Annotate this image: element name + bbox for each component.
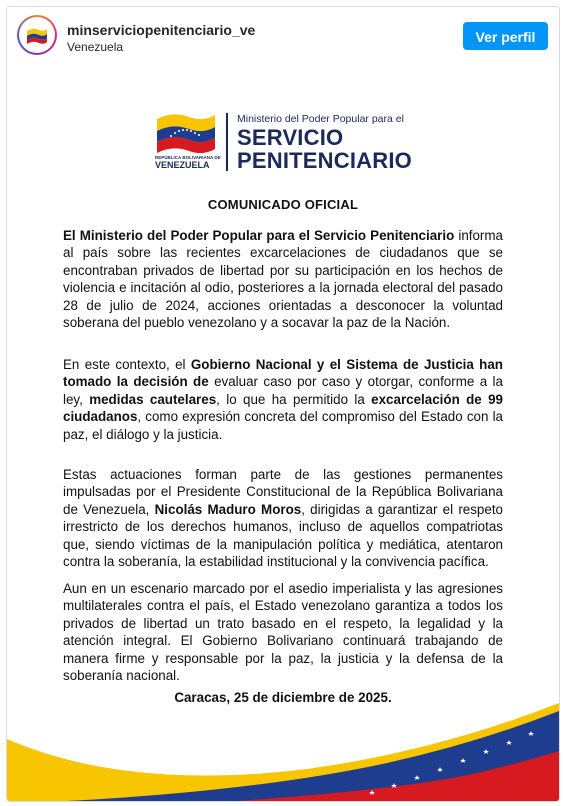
post-username[interactable]: minserviciopenitenciario_ve [67,22,256,38]
post-location[interactable]: Venezuela [67,40,124,54]
document-title: COMUNICADO OFICIAL [207,197,359,212]
flag-wave-decoration [7,699,559,801]
instagram-post [6,6,560,802]
republica-label: REPÚBLICA BOLIVARIANA DE [155,155,221,160]
post-header [7,7,559,69]
venezuela-label: VENEZUELA [155,160,210,170]
p2-text-2: evaluar caso por caso y otorgar, conforme a la ley, [63,374,503,407]
p2-bold-3: excarcelación de 99 ciudadanos [63,391,503,425]
view-profile-button[interactable]: Ver perfil [463,22,548,50]
p3-bold-1: Nicolás Maduro Moros [154,501,302,517]
avatar-logo-icon [19,17,55,53]
p2-bold-2: medidas cautelares [89,391,217,407]
post-image-document [7,69,559,801]
p2-bold-1: Gobierno Nacional y el Sistema de Justicia han tomado la decisión de [63,357,503,390]
avatar[interactable] [17,15,57,55]
paragraph-3 [63,466,503,570]
venezuela-flag-icon [155,111,217,153]
p3-text-2: , dirigidas a garantizar el respeto irrestricto de los derechos humanos, incluso de aquellos compatriotas que, siendo víctimas de la manipulación política y mediática, atentaron contra la soberanía, la estabilidad institucional y la convivencia pacífica. [63,501,503,570]
p3-text-1: Estas actuaciones forman parte de las gestiones permanentes impulsadas por el Presidente Constitucional de la República Bolivariana de Venezuela, [63,467,503,517]
logo-divider [226,113,228,171]
document-date: Caracas, 25 de diciembre de 2025. [174,690,392,705]
ministry-logo [155,111,415,173]
p1-bold: El Ministerio del Poder Popular para el Servicio Penitenciario [63,228,455,243]
paragraph-4: Aun en un escenario marcado por el asedio imperialista y las agresiones multilaterales contra el país, el Estado venezolano garantiza a todos los privados de libertad un trato basado en el respeto, la legalidad y la atención integral. El Gobierno Bolivariano continuará trabajando de manera firme y responsable por la paz, la justicia y la defensa de la soberanía nacional. [63,581,503,684]
paragraph-1 [63,227,503,331]
paragraph-2 [63,356,503,443]
penitenciario-label: PENITENCIARIO [237,148,412,173]
p1-text: informa al país sobre las recientes excarcelaciones de ciudadanos que se encontraban privados de libertad por su participación en los hechos de violencia e incitación al odio, posteriores a la jornada electoral del pasado 28 de julio de 2024, acciones orientadas a desconocer la voluntad soberana del pueblo venezolano y a socavar la paz de la Nación. [63,228,503,331]
p2-text-3: , lo que ha permitido la [216,391,372,407]
p2-text-1: En este contexto, el [63,357,191,372]
servicio-label: SERVICIO [237,125,344,150]
p2-text-4: , como expresión concreta del compromiso del Estado con la paz, el diálogo y la justicia. [63,409,503,442]
ministerio-line: Ministerio del Poder Popular para el [237,113,404,125]
